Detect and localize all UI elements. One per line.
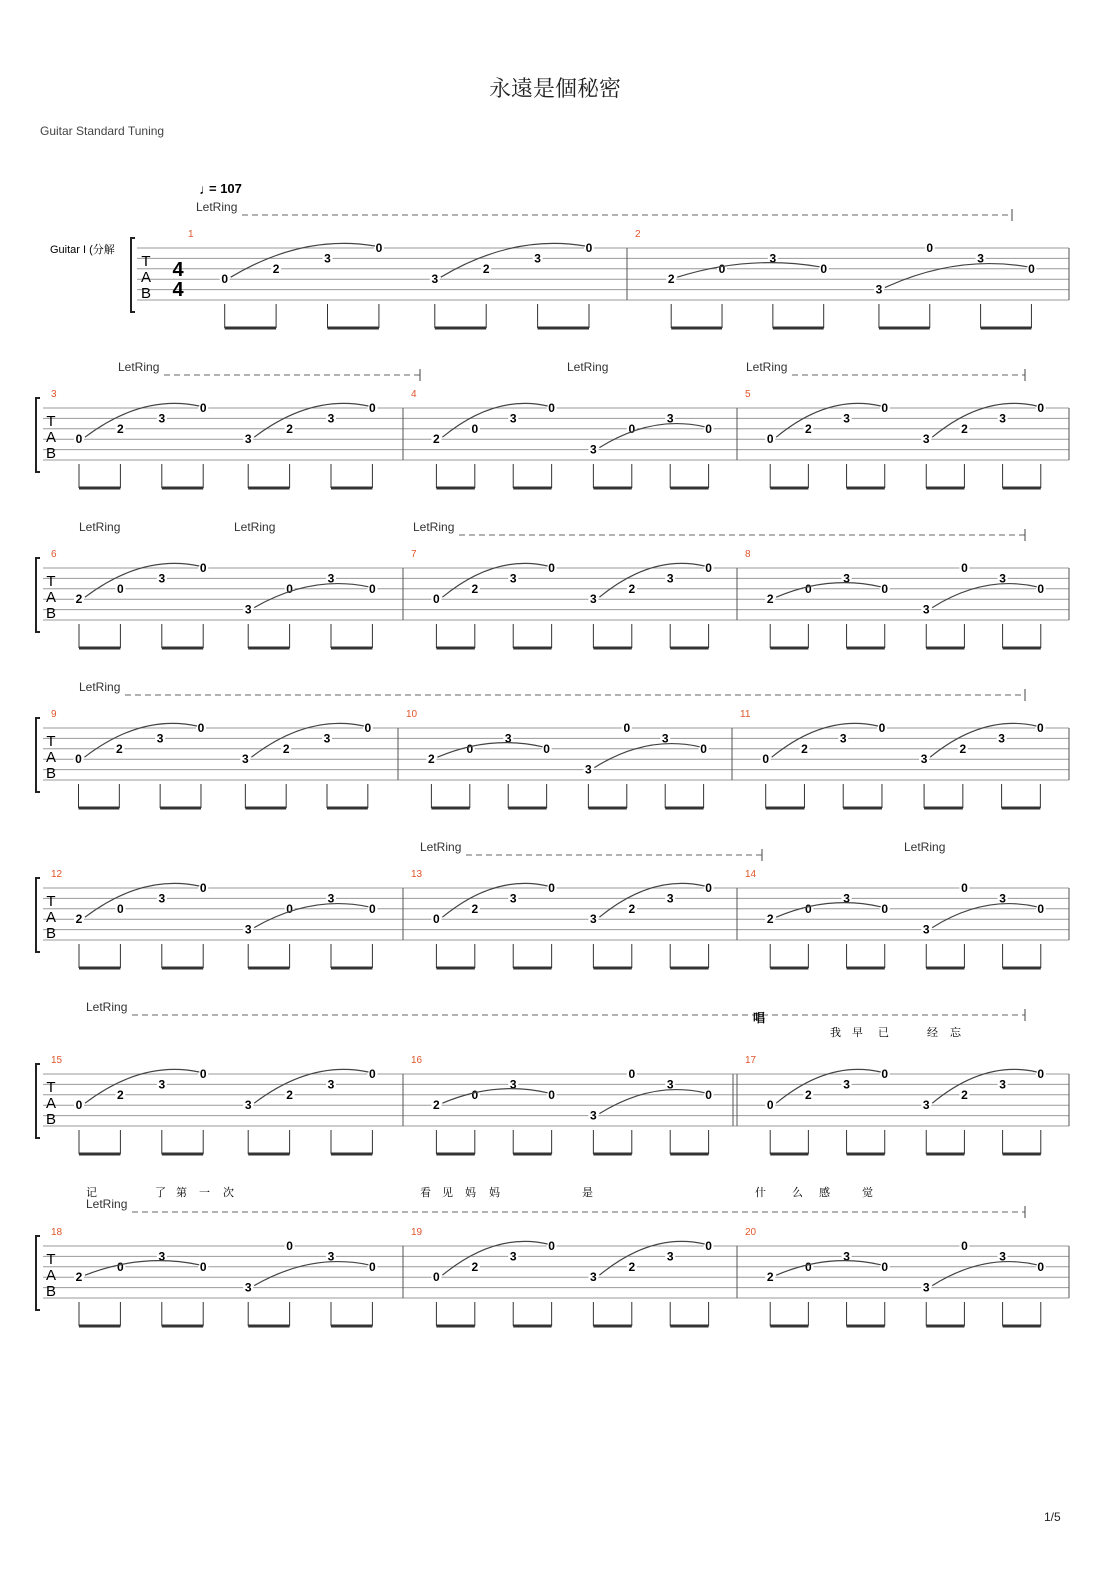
fret-number: 0 (820, 261, 828, 276)
fret-number: 0 (700, 741, 707, 756)
lyric-syllable: 早 (852, 1027, 863, 1039)
measure-number: 12 (51, 869, 63, 880)
slur (776, 903, 881, 918)
fret-number: 3 (590, 912, 597, 927)
fret-number: 0 (548, 1239, 555, 1253)
let-ring-label: LetRing (234, 520, 276, 534)
fret-number: 3 (999, 571, 1006, 586)
measure-number: 20 (745, 1227, 757, 1238)
system-bracket (36, 558, 40, 632)
measure-number: 5 (745, 389, 751, 400)
measure-number: 3 (51, 389, 57, 400)
fret-number: 0 (1037, 901, 1045, 916)
fret-number: 2 (801, 741, 808, 756)
tab-clef-letter: A (45, 1095, 57, 1112)
fret-number: 2 (667, 272, 675, 287)
fret-number: 2 (628, 1259, 636, 1274)
fret-number: 3 (666, 571, 674, 586)
fret-number: 0 (961, 1239, 968, 1253)
fret-number: 2 (766, 592, 774, 607)
fret-number: 3 (843, 411, 850, 426)
slur (932, 1262, 1037, 1286)
tab-clef-letter: B (45, 445, 57, 462)
fret-number: 3 (509, 1077, 517, 1092)
fret-number: 0 (364, 721, 372, 735)
fret-number: 2 (286, 421, 293, 436)
tab-clef-letter: A (140, 269, 152, 286)
measure-number: 15 (51, 1055, 63, 1066)
fret-number: 0 (117, 901, 124, 916)
fret-number: 2 (471, 901, 479, 916)
page-number: 1/5 (1044, 1510, 1061, 1524)
slur (932, 904, 1037, 928)
fret-number: 3 (843, 891, 850, 906)
fret-number: 0 (805, 581, 812, 596)
fret-number: 3 (999, 411, 1006, 426)
fret-number: 3 (661, 731, 669, 746)
fret-number: 0 (961, 881, 968, 895)
section-label: 唱 (753, 1011, 766, 1025)
measure-number: 10 (406, 709, 418, 720)
fret-number: 0 (199, 401, 207, 415)
fret-number: 3 (327, 1249, 335, 1264)
fret-number: 3 (242, 752, 249, 767)
fret-number: 3 (999, 891, 1006, 906)
fret-number: 2 (628, 581, 636, 596)
fret-number: 3 (504, 731, 512, 746)
measure-number: 7 (411, 549, 417, 560)
fret-number: 3 (244, 1098, 252, 1113)
let-ring-label: LetRing (904, 840, 946, 854)
fret-number: 2 (115, 741, 123, 756)
system-bracket (36, 1236, 40, 1310)
let-ring-label: LetRing (746, 360, 788, 374)
lyric-syllable: 看 (420, 1187, 431, 1199)
fret-number: 2 (961, 421, 968, 436)
lyric-syllable: 经 (927, 1027, 938, 1039)
fret-number: 0 (75, 752, 82, 767)
measure-number: 9 (51, 709, 57, 720)
measure-number: 11 (740, 709, 751, 720)
slur (677, 263, 819, 278)
fret-number: 0 (628, 421, 636, 436)
fret-number: 0 (369, 581, 376, 596)
tab-clef-letter: B (45, 1111, 57, 1128)
fret-number: 0 (548, 1087, 555, 1102)
fret-number: 3 (509, 411, 517, 426)
fret-number: 2 (433, 432, 440, 447)
fret-number: 3 (843, 1249, 850, 1264)
lyric-syllable: 次 (223, 1187, 234, 1199)
let-ring-label: LetRing (420, 840, 462, 854)
fret-number: 0 (75, 432, 83, 447)
fret-number: 0 (766, 1098, 774, 1113)
fret-number: 3 (875, 282, 883, 297)
slur (932, 584, 1037, 608)
fret-number: 0 (548, 881, 555, 895)
tab-clef-letter: A (45, 749, 57, 766)
lyric-syllable: 是 (582, 1187, 593, 1199)
fret-number: 0 (1037, 1259, 1045, 1274)
measure-number: 16 (411, 1055, 423, 1066)
fret-number: 0 (471, 1087, 479, 1102)
fret-number: 0 (878, 721, 886, 735)
tab-clef-letter: T (46, 573, 56, 590)
fret-number: 0 (199, 561, 207, 575)
fret-number: 2 (75, 1270, 83, 1285)
fret-number: 3 (158, 571, 166, 586)
fret-number: 3 (922, 602, 930, 617)
slur (885, 264, 1027, 288)
slur (254, 901, 368, 928)
fret-number: 3 (590, 592, 597, 607)
fret-number: 0 (881, 581, 889, 596)
fret-number: 2 (766, 912, 774, 927)
fret-number: 3 (590, 1270, 597, 1285)
lyric-syllable: 第 (176, 1187, 187, 1199)
fret-number: 3 (590, 1108, 597, 1123)
tab-clef-letter: B (45, 605, 57, 622)
fret-number: 3 (922, 432, 930, 447)
fret-number: 2 (805, 421, 812, 436)
slur (599, 421, 704, 448)
fret-number: 0 (705, 421, 712, 436)
fret-number: 0 (199, 1259, 207, 1274)
tempo-marking: = 107 (209, 181, 242, 196)
tab-clef-letter: B (45, 765, 57, 782)
fret-number: 3 (327, 891, 335, 906)
fret-number: 0 (286, 1239, 293, 1253)
fret-number: 0 (75, 1098, 83, 1113)
fret-number: 0 (471, 421, 479, 436)
fret-number: 0 (286, 581, 293, 596)
fret-number: 3 (839, 731, 847, 746)
lyric-syllable: 什 (755, 1187, 766, 1199)
measure-number: 14 (745, 869, 757, 880)
slur (599, 1090, 704, 1114)
fret-number: 2 (272, 261, 280, 276)
fret-number: 0 (881, 901, 889, 916)
tab-clef-letter: A (45, 429, 57, 446)
slur (254, 581, 368, 608)
slur (85, 1261, 199, 1276)
fret-number: 0 (881, 401, 889, 415)
fret-number: 3 (244, 1280, 252, 1295)
measure-number: 4 (411, 389, 417, 400)
fret-number: 0 (881, 1259, 889, 1274)
fret-number: 0 (766, 432, 774, 447)
tab-clef-letter: B (140, 285, 152, 302)
fret-number: 0 (1037, 1067, 1045, 1081)
lyric-syllable: 记 (86, 1187, 97, 1199)
fret-number: 0 (881, 1067, 889, 1081)
time-signature-numerator: 4 (172, 259, 184, 281)
measure-number: 18 (51, 1227, 63, 1238)
fret-number: 0 (286, 901, 293, 916)
fret-number: 0 (926, 241, 934, 255)
fret-number: 3 (158, 891, 166, 906)
fret-number: 0 (199, 881, 207, 895)
fret-number: 3 (158, 411, 166, 426)
fret-number: 0 (1037, 401, 1045, 415)
fret-number: 3 (158, 1077, 166, 1092)
fret-number: 0 (543, 741, 550, 756)
fret-number: 2 (428, 752, 435, 767)
slur (776, 1261, 881, 1276)
fret-number: 3 (999, 1077, 1006, 1092)
let-ring-label: LetRing (86, 1197, 128, 1211)
fret-number: 0 (197, 721, 205, 735)
fret-number: 0 (369, 901, 376, 916)
fret-number: 3 (244, 922, 252, 937)
fret-number: 2 (766, 1270, 774, 1285)
measure-number: 1 (188, 229, 194, 240)
fret-number: 0 (805, 1259, 812, 1274)
fret-number: 0 (369, 401, 376, 415)
measure-number: 13 (411, 869, 423, 880)
fret-number: 2 (805, 1087, 812, 1102)
measure-number: 8 (745, 549, 751, 560)
fret-number: 3 (158, 1249, 166, 1264)
instrument-label: Guitar I (分解 (50, 244, 115, 256)
fret-number: 0 (548, 561, 555, 575)
fret-number: 3 (327, 411, 335, 426)
fret-number: 2 (117, 1087, 124, 1102)
lyric-syllable: 觉 (862, 1187, 873, 1199)
fret-number: 0 (705, 881, 712, 895)
lyric-syllable: 已 (878, 1027, 889, 1039)
fret-number: 3 (327, 571, 335, 586)
fret-number: 2 (117, 421, 124, 436)
fret-number: 0 (375, 241, 383, 255)
fret-number: 2 (471, 581, 479, 596)
fret-number: 0 (548, 401, 555, 415)
tuning-label: Guitar Standard Tuning (40, 124, 165, 138)
tab-clef-letter: T (46, 1079, 56, 1096)
fret-number: 0 (221, 272, 229, 287)
fret-number: 3 (324, 251, 331, 266)
fret-number: 3 (590, 442, 597, 457)
fret-number: 3 (327, 1077, 335, 1092)
fret-number: 3 (998, 731, 1005, 746)
song-title: 永遠是個秘密 (488, 77, 621, 102)
let-ring-label: LetRing (118, 360, 160, 374)
tab-clef-letter: T (46, 893, 56, 910)
system-bracket (131, 238, 135, 312)
let-ring-label: LetRing (79, 680, 121, 694)
fret-number: 3 (431, 272, 439, 287)
fret-number: 0 (433, 912, 440, 927)
fret-number: 0 (466, 741, 474, 756)
fret-number: 2 (75, 592, 83, 607)
fret-number: 2 (628, 901, 636, 916)
lyric-syllable: 感 (819, 1187, 830, 1199)
fret-number: 3 (666, 1249, 674, 1264)
tab-clef-letter: A (45, 589, 57, 606)
fret-number: 0 (199, 1067, 207, 1081)
fret-number: 0 (623, 721, 631, 735)
fret-number: 0 (117, 581, 124, 596)
measure-number: 6 (51, 549, 57, 560)
let-ring-label: LetRing (567, 360, 609, 374)
measure-number: 19 (411, 1227, 423, 1238)
fret-number: 3 (922, 1098, 930, 1113)
lyric-syllable: 我 (830, 1027, 841, 1039)
quarter-note-icon: ♩ (199, 181, 213, 197)
fret-number: 0 (433, 1270, 440, 1285)
fret-number: 3 (666, 411, 674, 426)
system-bracket (36, 718, 40, 792)
lyric-syllable: 妈 (465, 1187, 476, 1199)
fret-number: 0 (705, 561, 712, 575)
tab-clef-letter: T (46, 733, 56, 750)
tab-clef-letter: T (46, 413, 56, 430)
fret-number: 3 (769, 251, 777, 266)
lyric-syllable: 么 (792, 1187, 803, 1199)
fret-number: 2 (482, 261, 490, 276)
lyric-syllable: 见 (442, 1187, 453, 1199)
let-ring-label: LetRing (413, 520, 455, 534)
measure-number: 2 (635, 229, 641, 240)
fret-number: 3 (509, 571, 517, 586)
fret-number: 3 (666, 891, 674, 906)
fret-number: 3 (666, 1077, 674, 1092)
fret-number: 2 (75, 912, 83, 927)
lyric-syllable: 一 (199, 1187, 210, 1199)
fret-number: 0 (705, 1239, 712, 1253)
system-bracket (36, 398, 40, 472)
fret-number: 2 (961, 1087, 968, 1102)
lyric-syllable: 妈 (489, 1187, 500, 1199)
fret-number: 2 (433, 1098, 440, 1113)
tab-clef-letter: A (45, 909, 57, 926)
fret-number: 0 (1037, 581, 1045, 596)
let-ring-label: LetRing (86, 1000, 128, 1014)
slur (442, 1089, 547, 1104)
tab-clef-letter: B (45, 1283, 57, 1300)
slur (594, 744, 699, 768)
fret-number: 3 (509, 1249, 517, 1264)
fret-number: 3 (156, 731, 164, 746)
fret-number: 3 (244, 432, 252, 447)
fret-number: 0 (369, 1067, 376, 1081)
lyric-syllable: 忘 (950, 1027, 961, 1039)
fret-number: 2 (959, 741, 967, 756)
let-ring-label: LetRing (196, 200, 238, 214)
fret-number: 0 (369, 1259, 376, 1274)
fret-number: 0 (705, 1087, 712, 1102)
fret-number: 0 (628, 1067, 636, 1081)
system-bracket (36, 1064, 40, 1138)
fret-number: 0 (762, 752, 770, 767)
fret-number: 3 (843, 571, 850, 586)
fret-number: 3 (585, 762, 592, 777)
slur (437, 743, 542, 758)
fret-number: 3 (922, 922, 930, 937)
fret-number: 0 (718, 261, 726, 276)
fret-number: 0 (585, 241, 593, 255)
fret-number: 0 (117, 1259, 124, 1274)
fret-number: 3 (323, 731, 331, 746)
fret-number: 0 (433, 592, 440, 607)
fret-number: 3 (977, 251, 984, 266)
system-bracket (36, 878, 40, 952)
fret-number: 0 (1037, 721, 1044, 735)
tab-clef-letter: T (141, 253, 151, 270)
fret-number: 0 (1028, 261, 1035, 276)
fret-number: 3 (920, 752, 928, 767)
fret-number: 0 (805, 901, 812, 916)
time-signature-denominator: 4 (172, 279, 184, 301)
fret-number: 0 (961, 561, 968, 575)
measure-number: 17 (745, 1055, 757, 1066)
slur (776, 583, 881, 598)
tab-clef-letter: A (45, 1267, 57, 1284)
fret-number: 2 (471, 1259, 479, 1274)
fret-number: 3 (922, 1280, 930, 1295)
let-ring-label: LetRing (79, 520, 121, 534)
fret-number: 2 (282, 741, 290, 756)
fret-number: 3 (534, 251, 541, 266)
tab-clef-letter: T (46, 1251, 56, 1268)
fret-number: 3 (244, 602, 252, 617)
fret-number: 2 (286, 1087, 293, 1102)
slur (254, 1262, 368, 1286)
tab-clef-letter: B (45, 925, 57, 942)
fret-number: 3 (999, 1249, 1006, 1264)
fret-number: 3 (843, 1077, 850, 1092)
lyric-syllable: 了 (155, 1187, 166, 1199)
fret-number: 3 (509, 891, 517, 906)
